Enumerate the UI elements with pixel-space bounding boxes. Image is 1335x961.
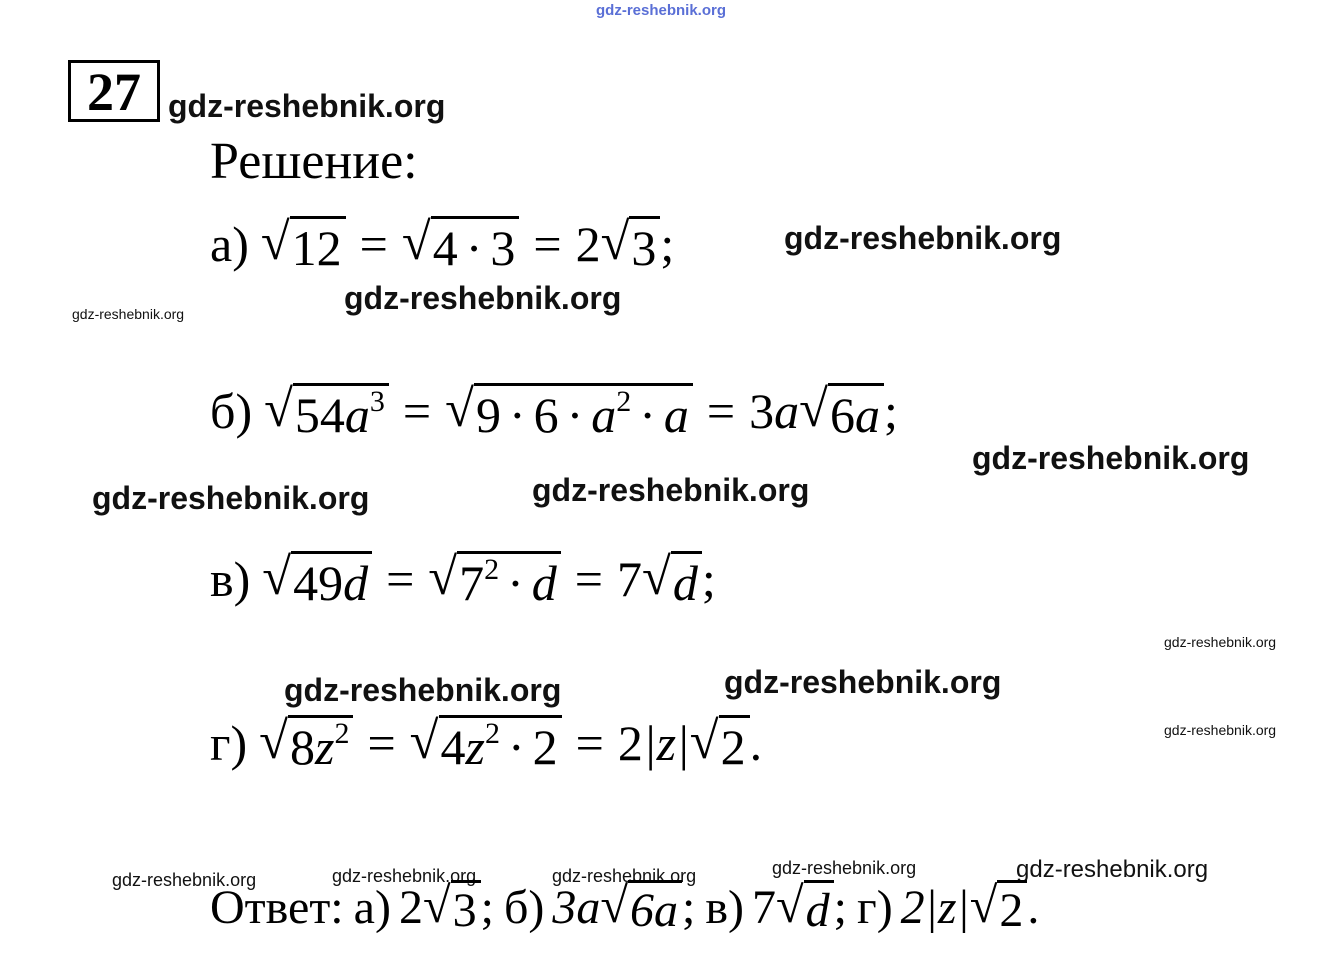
watermark: gdz-reshebnik.org [332, 866, 477, 886]
watermark: gdz-reshebnik.org [772, 858, 917, 878]
solution-g: г) √ $8z^2$ = √ $4z^2 \cdot 2$ = 2 |z| √ 2 . [210, 711, 763, 775]
answer-line: Ответ: а) 2 √ 3 ; б) 3a √ 6a ; в) 7 √ d ; г) 2|z| √ 2 . [210, 877, 1040, 937]
watermark: gdz-reshebnik.org [532, 472, 810, 508]
item-label: а) [210, 216, 249, 272]
radical: √ $7^2 \cdot d$ [428, 551, 560, 608]
radical: √ 2 [970, 880, 1028, 935]
top-watermark: gdz-reshebnik.org [596, 2, 727, 19]
watermark: gdz-reshebnik.org [92, 480, 370, 516]
solution-a: а) √ 12 = √ 4 · 3 = 2 √ 3 ; [210, 212, 675, 276]
radical: √ 4 · 3 [402, 216, 519, 273]
radical: √ 3 [601, 216, 661, 273]
watermark: gdz-reshebnik.org [784, 220, 1062, 256]
radical: √ 6a [799, 383, 884, 440]
radical: √ $4z^2 \cdot 2$ [410, 715, 562, 772]
radical: √ 3 [423, 880, 481, 935]
task-number: 27 [68, 60, 160, 122]
item-label: г) [210, 715, 248, 771]
watermark: gdz-reshebnik.org [1164, 634, 1277, 650]
watermark: gdz-reshebnik.org [724, 664, 1002, 700]
watermark: gdz-reshebnik.org [972, 440, 1250, 476]
radical: √ 6a [600, 880, 682, 935]
radical: √ $54a^3$ [264, 383, 389, 440]
solution-heading: Решение: [210, 133, 418, 190]
watermark: gdz-reshebnik.org [168, 88, 446, 124]
radical: √ d [776, 880, 834, 935]
radical: √ $8z^2$ [259, 715, 353, 772]
watermark: gdz-reshebnik.org [344, 280, 622, 316]
radical: √ 12 [261, 216, 346, 273]
solution-v: в) √ 49d = √ $7^2 \cdot d$ = 7 √ d ; [210, 547, 716, 611]
watermark: gdz-reshebnik.org [72, 306, 185, 322]
watermark: gdz-reshebnik.org [112, 870, 257, 890]
watermark: gdz-reshebnik.org [1164, 722, 1277, 738]
radical: √ 2 [690, 715, 750, 772]
item-label: в) [210, 551, 251, 607]
watermark: gdz-reshebnik.org [1016, 856, 1209, 883]
solution-b: б) √ $54a^3$ = √ $9 \cdot 6 \cdot a^2 \cdot a$ = 3 a √ 6a ; [210, 379, 898, 443]
watermark: gdz-reshebnik.org [284, 672, 562, 708]
radical: √ 49d [262, 551, 372, 608]
radical: √ $9 \cdot 6 \cdot a^2 \cdot a$ [445, 383, 693, 440]
item-label: б) [210, 383, 253, 439]
answer-prefix: Ответ: [210, 881, 344, 934]
watermark: gdz-reshebnik.org [552, 866, 697, 886]
radical: √ d [642, 551, 702, 608]
